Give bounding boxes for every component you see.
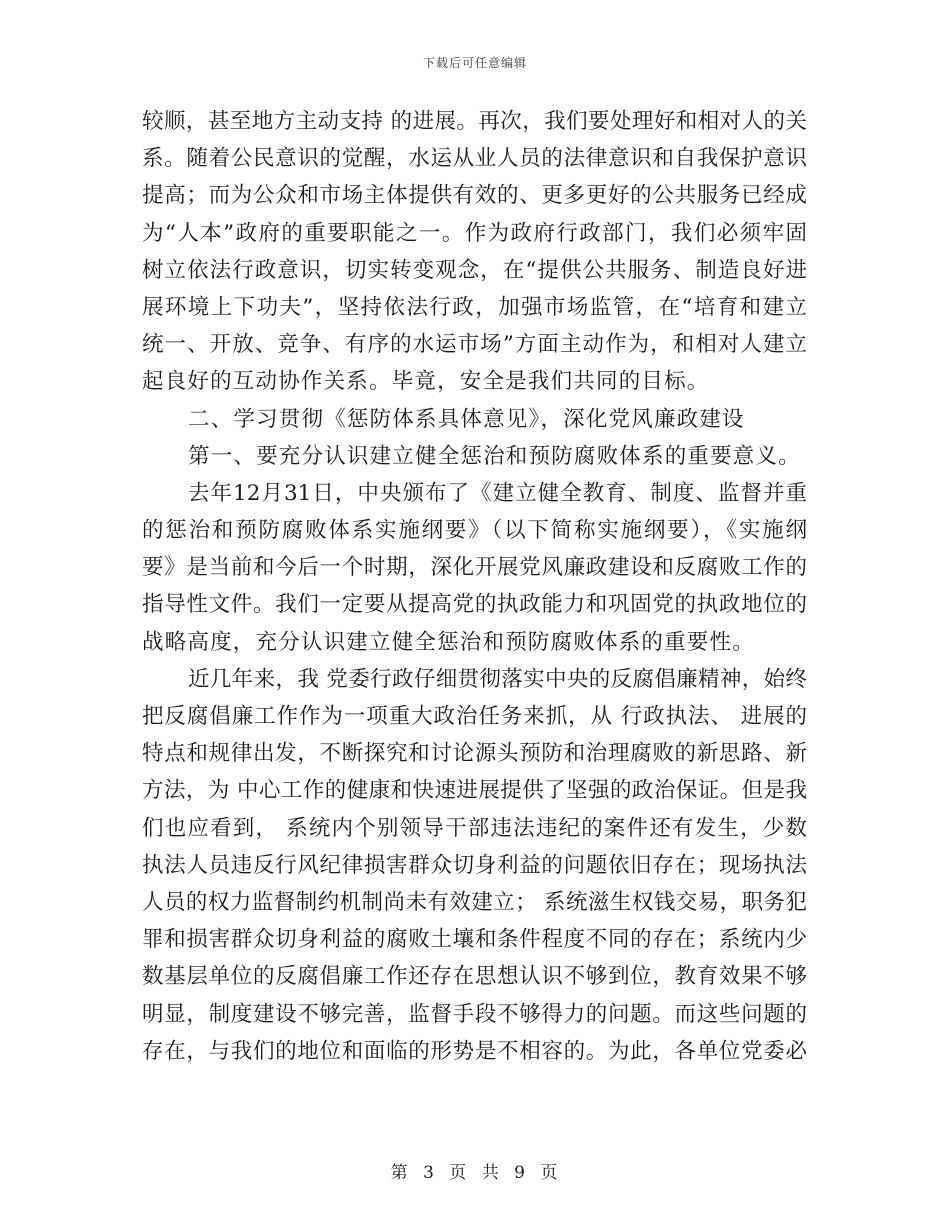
text-line: 展环境上下功夫”，坚持依法行政，加强市场监管，在“培育和建立 — [142, 294, 807, 320]
text-line: 战略高度，充分认识建立健全惩治和预防腐败体系的重要性。 — [142, 629, 755, 655]
page-header: 下载后可任意编辑 — [422, 56, 527, 70]
text-line: 们也应看到， 系统内个别领导干部违法违纪的案件还有发生，少数 — [142, 815, 807, 841]
text-line: 的惩治和预防腐败体系实施纲要》（以下简称实施纲要），《实施纲 — [142, 518, 807, 544]
text-line: 执法人员违反行风纪律损害群众切身利益的问题依旧存在；现场执法 — [142, 852, 807, 878]
text-line: 近几年来，我 党委行政仔细贯彻落实中央的反腐倡廉精神，始终 — [188, 666, 807, 692]
text-line: 提高；而为公众和市场主体提供有效的、更多更好的公共服务已经成 — [142, 183, 807, 209]
section-heading: 二、学习贯彻《惩防体系具体意见》，深化党风廉政建设 — [188, 406, 745, 432]
text-line: 把反腐倡廉工作作为一项重大政治任务来抓，从 行政执法、 进展的 — [142, 704, 807, 729]
text-line: 要》是当前和今后一个时期，深化开展党风廉政建设和反腐败工作的 — [142, 555, 807, 581]
text-line: 起良好的互动协作关系。毕竟，安全是我们共同的目标。 — [142, 369, 710, 395]
text-line: 统一、开放、竞争、有序的水运市场”方面主动作为，和相对人建立 — [142, 332, 807, 358]
text-line: 明显，制度建设不够完善，监督手段不够得力的问题。而这些问题的 — [142, 1001, 807, 1027]
text-line: 方法，为 中心工作的健康和快速进展提供了坚强的政治保证。但是我 — [142, 778, 807, 804]
text-line: 系。随着公民意识的觉醒，水运从业人员的法律意识和自我保护意识 — [142, 146, 807, 172]
text-line: 特点和规律出发，不断探究和讨论源头预防和治理腐败的新思路、新 — [142, 741, 807, 767]
text-line: 存在，与我们的地位和面临的形势是不相容的。为此，各单位党委必 — [142, 1038, 807, 1064]
text-line: 为“人本”政府的重要职能之一。作为政府行政部门，我们必须牢固 — [142, 220, 807, 246]
text-line: 较顺，甚至地方主动支持 的进展。再次，我们要处理好和相对人的关 — [142, 109, 807, 134]
subsection-heading: 第一、要充分认识建立健全惩治和预防腐败体系的重要意义。 — [188, 443, 801, 469]
text-line: 指导性文件。我们一定要从提高党的执政能力和巩固党的执政地位的 — [142, 592, 807, 618]
text-line: 树立依法行政意识，切实转变观念，在“提供公共服务、制造良好进 — [142, 257, 807, 283]
text-line: 罪和损害群众切身利益的腐败土壤和条件程度不同的存在；系统内少 — [142, 927, 807, 953]
text-line: 数基层单位的反腐倡廉工作还存在思想认识不够到位，教育效果不够 — [142, 964, 807, 990]
text-line: 人员的权力监督制约机制尚未有效建立； 系统滋生权钱交易，职务犯 — [142, 889, 807, 915]
document-body — [142, 103, 807, 1070]
text-line: 去年12月31日，中央颁布了《建立健全教育、制度、监督并重 — [188, 480, 807, 506]
page-number: 第 3 页 共 9 页 — [390, 1163, 560, 1183]
